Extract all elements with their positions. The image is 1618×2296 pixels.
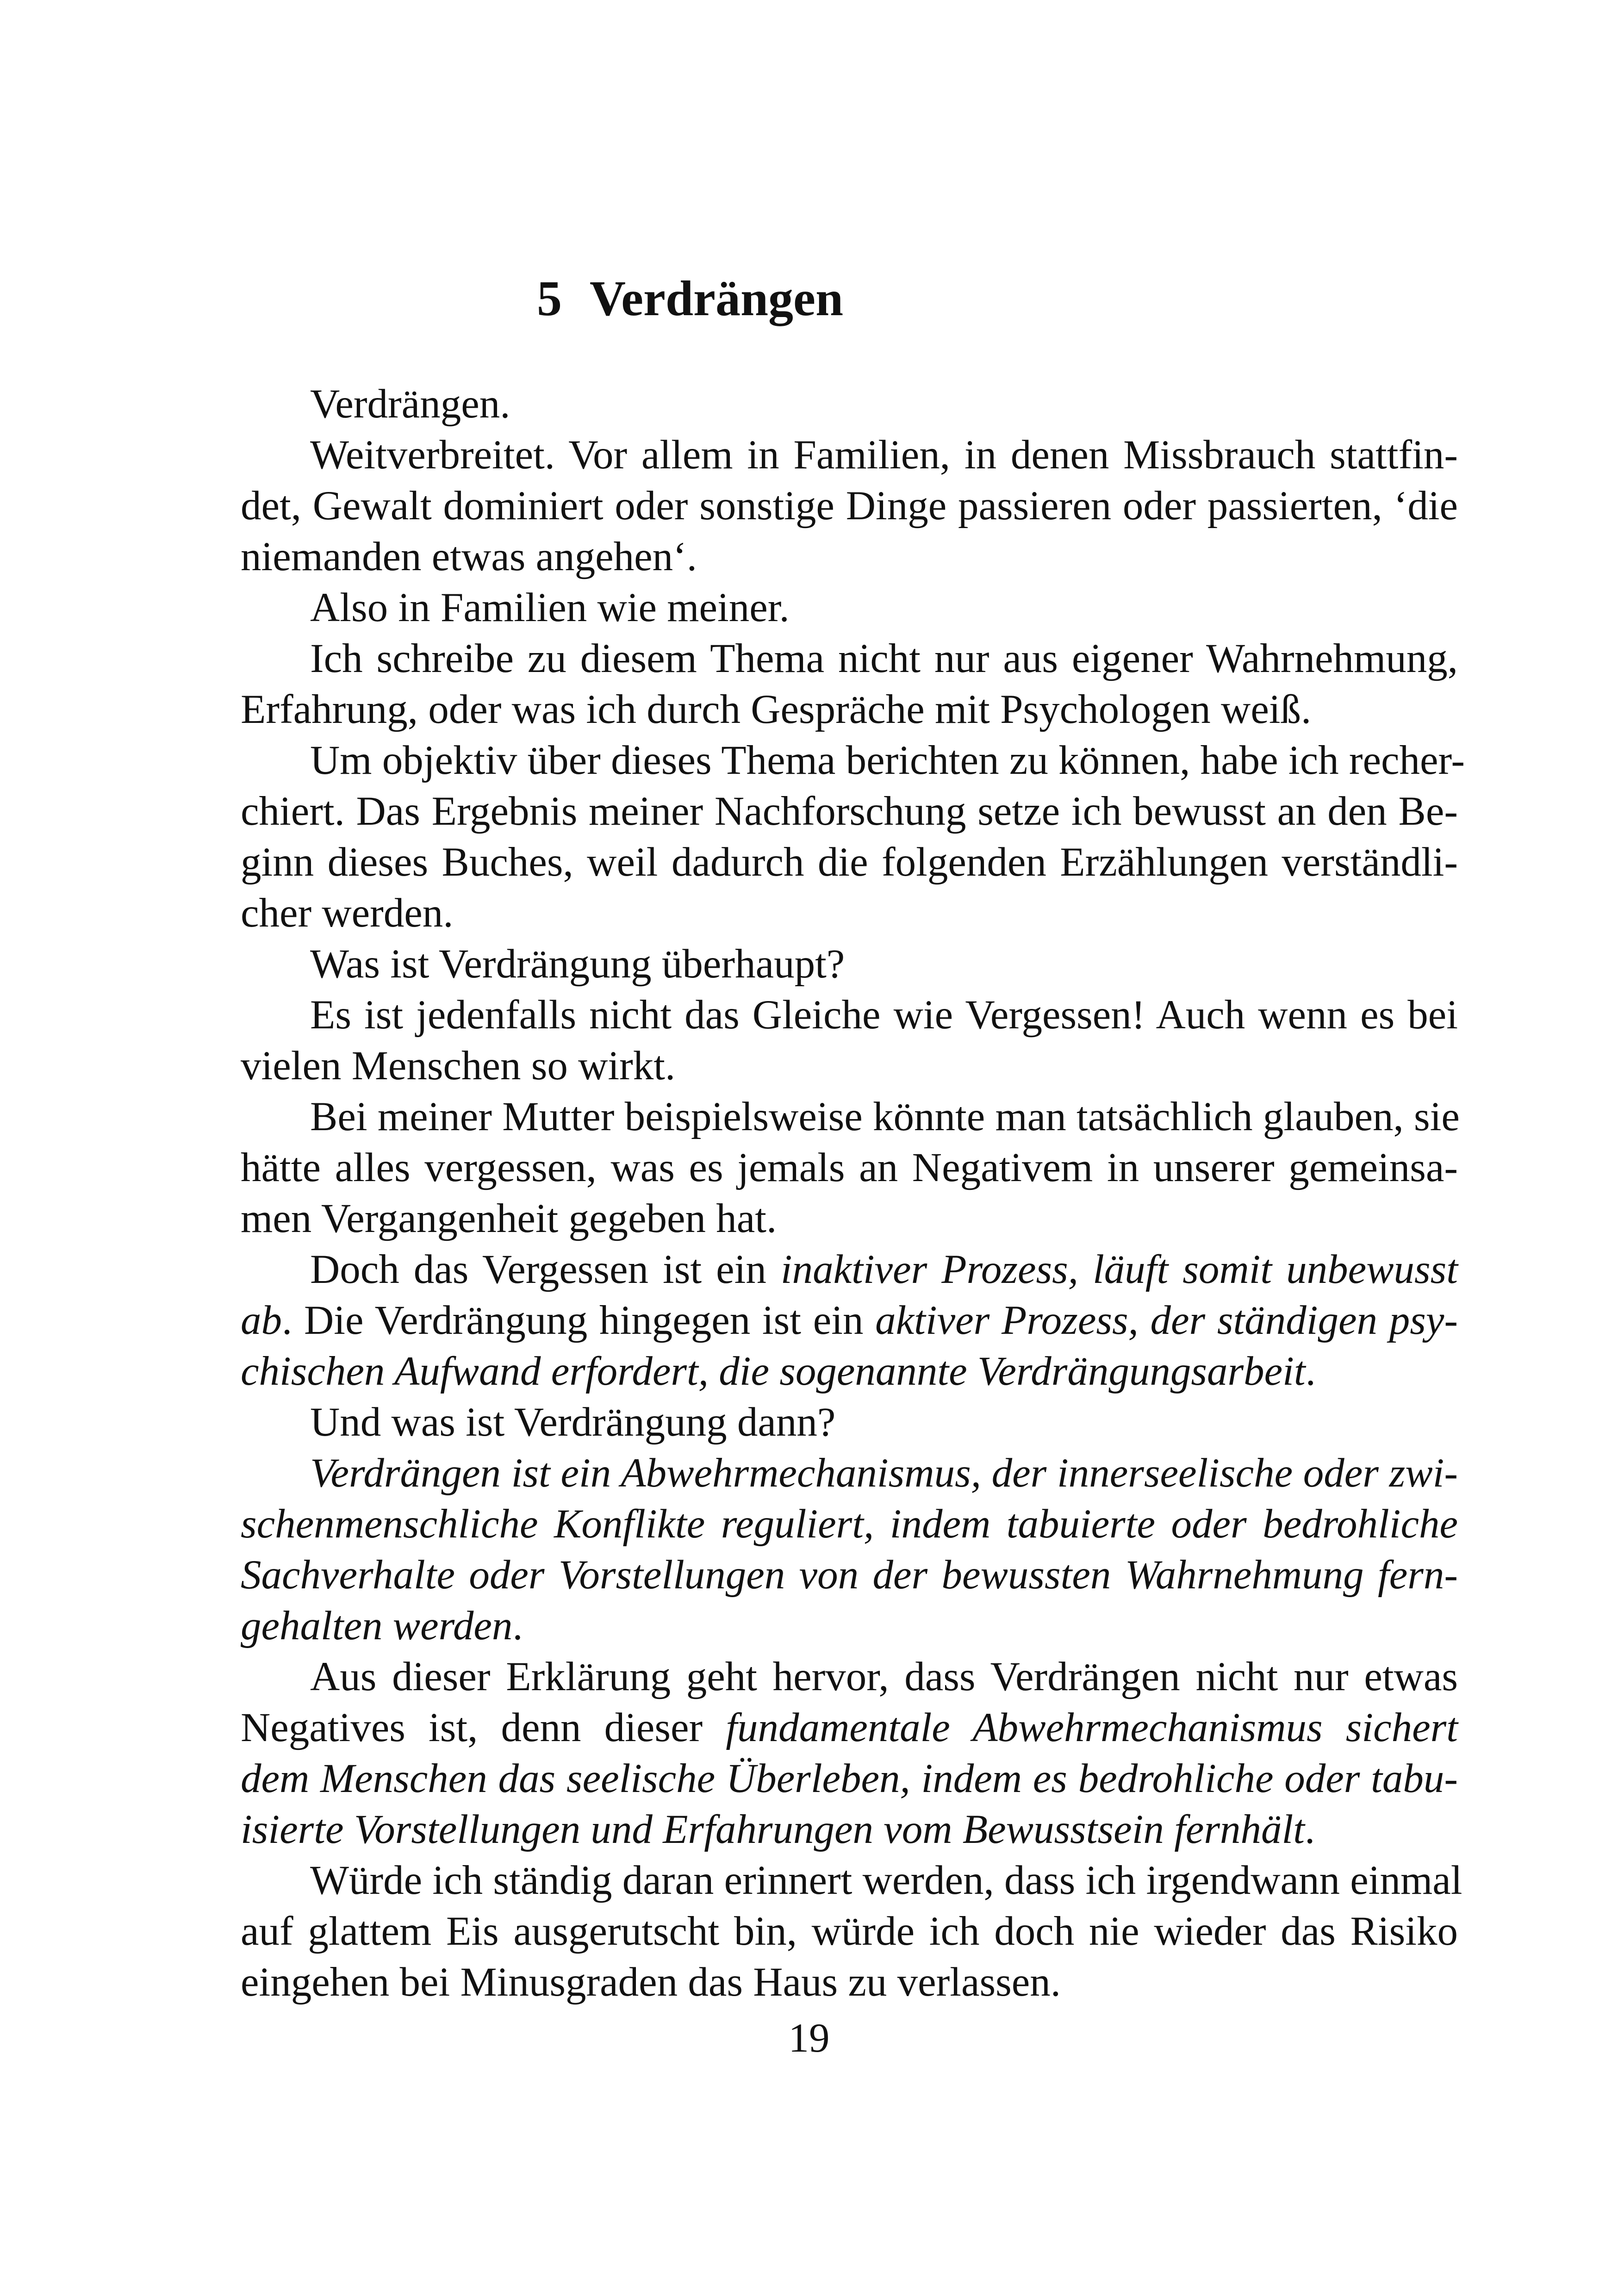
text-segment: Weitverbreitet. Vor allem in Familien, in denen Missbrauch stattfin- [310,432,1458,478]
text-segment: . [1305,1349,1316,1394]
text-segment: niemanden etwas angehen‘. [241,534,697,579]
text-line [241,1091,1458,1142]
text-line [241,1855,1462,1906]
text-segment: . Die Verdrängung hingegen ist ein [282,1298,876,1343]
text-line [241,1804,1458,1855]
italic-text: dem Menschen das seelische Überleben, indem es bedrohliche oder tabu- [241,1756,1458,1801]
text-line [241,1702,1458,1753]
italic-text: schenmenschliche Konflikte reguliert, indem tabuierte oder bedrohliche [241,1501,1458,1547]
text-line [241,429,1458,480]
text-segment: Würde ich ständig daran erinnert werden, dass ich irgendwann einmal [310,1858,1462,1903]
text-line [241,735,1465,786]
text-segment: auf glattem Eis ausgerutscht bin, würde ich doch nie wieder das Risiko [241,1909,1458,1954]
italic-text: Verdrängen ist ein Abwehrmechanismus, der innerseelische oder zwi- [310,1450,1458,1496]
text-segment: Verdrängen. [310,381,510,427]
text-segment: Bei meiner Mutter beispielsweise könnte man tatsächlich glauben, sie [310,1094,1460,1139]
text-line [241,1957,1458,2008]
text-line [241,1448,1458,1499]
italic-text: isierte Vorstellungen und Erfahrungen vom Bewusstsein fernhält [241,1807,1305,1852]
chapter-title: Verdrängen [590,271,844,327]
page-number: 19 [788,2016,830,2061]
text-segment: Es ist jedenfalls nicht das Gleiche wie Vergessen! Auch wenn es bei [310,992,1458,1038]
body-text [241,379,1465,2008]
text-line [241,480,1458,531]
text-line [241,1499,1458,1549]
italic-text: chischen Aufwand erfordert, die sogenannte Verdrängungsarbeit [241,1349,1306,1394]
text-line [241,1040,1458,1091]
text-line [241,582,1458,633]
text-segment: Um objektiv über dieses Thema berichten zu können, habe ich recher- [310,738,1465,783]
text-segment: cher werden. [241,890,454,936]
text-line [241,786,1458,837]
text-line [241,1244,1458,1295]
text-line [241,1193,1458,1244]
text-segment: Was ist Verdrängung überhaupt? [310,941,845,987]
text-line [241,888,1458,939]
text-line [241,1346,1458,1397]
text-segment: vielen Menschen so wirkt. [241,1043,676,1089]
text-line [241,1906,1458,1957]
italic-text: Sachverhalte oder Vorstellungen von der bewussten Wahrnehmung fern- [241,1552,1458,1598]
text-segment: men Vergangenheit gegeben hat. [241,1196,777,1241]
chapter-number: 5 [537,271,562,327]
text-segment: Doch das Vergessen ist ein [310,1247,781,1292]
text-line [241,939,1458,989]
text-segment: Negatives ist, denn dieser [241,1705,726,1750]
text-segment: det, Gewalt dominiert oder sonstige Dinge passieren oder passierten, ‘die [241,483,1458,529]
text-line [241,1295,1458,1346]
chapter-heading [537,271,844,327]
italic-text: gehalten werden [241,1603,513,1649]
text-segment: ginn dieses Buches, weil dadurch die folgenden Erzählungen verständli- [241,840,1458,885]
text-line [241,379,1458,429]
text-line [241,531,1458,582]
italic-text: aktiver Prozess, der ständigen psy- [875,1298,1458,1343]
text-line [241,1142,1458,1193]
text-line [241,1651,1458,1702]
text-segment: eingehen bei Minusgraden das Haus zu verlassen. [241,1960,1061,2005]
text-segment: chiert. Das Ergebnis meiner Nachforschung setze ich bewusst an den Be- [241,789,1458,834]
text-line [241,837,1458,888]
text-segment: Und was ist Verdrängung dann? [310,1400,836,1445]
text-line [241,684,1458,735]
text-line [241,1549,1458,1600]
text-segment: Erfahrung, oder was ich durch Gespräche mit Psychologen weiß. [241,687,1312,732]
text-line [241,1600,1458,1651]
italic-text: ab [241,1298,282,1343]
text-segment: Aus dieser Erklärung geht hervor, dass Verdrängen nicht nur etwas [310,1654,1458,1699]
text-line [241,1397,1458,1448]
text-segment: hätte alles vergessen, was es jemals an Negativem in unserer gemeinsa- [241,1145,1458,1190]
text-segment: Also in Familien wie meiner. [310,585,790,630]
text-line [241,989,1458,1040]
text-segment: . [1304,1807,1315,1852]
text-line [241,633,1458,684]
text-segment: Ich schreibe zu diesem Thema nicht nur aus eigener Wahrnehmung, [310,636,1458,681]
text-line [241,1753,1458,1804]
italic-text: fundamentale Abwehrmechanismus sichert [726,1705,1458,1750]
italic-text: inaktiver Prozess, läuft somit unbewusst [780,1247,1458,1292]
text-segment: . [512,1603,523,1649]
